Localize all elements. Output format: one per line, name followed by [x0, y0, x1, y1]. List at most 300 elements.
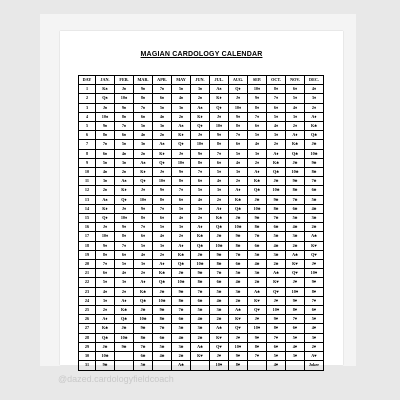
card-cell: 2♣ [305, 223, 324, 232]
card-cell: Q♣ [172, 260, 191, 269]
card-cell: 6♦ [210, 158, 229, 167]
card-cell: 8♦ [96, 250, 115, 259]
card-cell: 3♣ [286, 232, 305, 241]
card-cell: A♣ [210, 324, 229, 333]
card-cell: 5♦ [96, 278, 115, 287]
card-cell: A♦ [191, 223, 210, 232]
day-cell: 11 [79, 177, 96, 186]
card-cell: Q♦ [134, 177, 153, 186]
card-cell: J♦ [210, 112, 229, 121]
card-cell: 2♦ [229, 177, 248, 186]
card-cell: Q♥ [210, 342, 229, 351]
card-cell [191, 361, 210, 370]
document-title: MAGIAN CARDOLOGY CALENDAR [140, 51, 263, 58]
card-cell: 8♣ [305, 168, 324, 177]
card-cell: 7♦ [172, 186, 191, 195]
card-cell: 2♦ [96, 306, 115, 315]
card-cell: 5♣ [153, 342, 172, 351]
card-cell: 6♣ [286, 204, 305, 213]
card-cell: 3♠ [96, 177, 115, 186]
card-cell: 3♣ [248, 269, 267, 278]
card-cell: 7♠ [153, 85, 172, 94]
card-cell: 6♦ [96, 269, 115, 278]
card-cell: J♠ [115, 85, 134, 94]
table-row [79, 315, 324, 324]
card-cell: 9♣ [134, 324, 153, 333]
card-cell: 2♣ [191, 333, 210, 342]
card-cell: Q♣ [267, 168, 286, 177]
watermark-text: @dazed.cardologyfieldcoach [58, 374, 174, 384]
card-cell: 2♠ [115, 168, 134, 177]
card-cell: 4♦ [248, 140, 267, 149]
card-cell [153, 361, 172, 370]
card-cell: 8♦ [248, 103, 267, 112]
card-cell: K♦ [134, 168, 153, 177]
card-cell: 5♦ [210, 168, 229, 177]
column-header: MAY [172, 76, 191, 85]
card-cell: 5♦ [134, 241, 153, 250]
card-cell: 3♣ [305, 214, 324, 223]
card-cell: 3♥ [305, 333, 324, 342]
table-row [79, 306, 324, 315]
day-cell: 5 [79, 122, 96, 131]
card-cell: 3♦ [172, 223, 191, 232]
card-cell: 4♣ [305, 204, 324, 213]
day-cell: 14 [79, 204, 96, 213]
card-cell: Q♣ [305, 131, 324, 140]
card-cell: J♣ [286, 158, 305, 167]
card-cell: 5♦ [115, 260, 134, 269]
card-cell: 10♣ [267, 186, 286, 195]
card-cell [248, 361, 267, 370]
card-cell: 6♦ [286, 85, 305, 94]
table-row [79, 94, 324, 103]
card-cell: 10♦ [229, 103, 248, 112]
day-cell: 7 [79, 140, 96, 149]
card-cell: 4♥ [286, 342, 305, 351]
day-cell: 8 [79, 149, 96, 158]
card-cell: K♣ [134, 287, 153, 296]
card-cell [115, 352, 134, 361]
card-cell: 9♣ [248, 214, 267, 223]
table-row [79, 195, 324, 204]
card-cell: 9♦ [248, 94, 267, 103]
card-cell: 5♠ [153, 103, 172, 112]
table-row [79, 140, 324, 149]
table-row [79, 296, 324, 305]
card-cell: 4♦ [172, 214, 191, 223]
card-cell: 2♠ [172, 112, 191, 121]
card-cell: 7♣ [153, 324, 172, 333]
card-cell: 6♣ [191, 296, 210, 305]
card-cell: 10♣ [153, 296, 172, 305]
card-cell: 3♦ [248, 149, 267, 158]
card-cell: 7♣ [286, 195, 305, 204]
card-cell: 7♣ [229, 250, 248, 259]
card-cell: 8♦ [191, 158, 210, 167]
card-cell: 6♣ [248, 241, 267, 250]
card-cell: 4♦ [134, 250, 153, 259]
card-cell: Q♣ [248, 186, 267, 195]
card-cell: 8♠ [134, 94, 153, 103]
day-cell: 3 [79, 103, 96, 112]
card-cell: 6♣ [305, 186, 324, 195]
table-row [79, 103, 324, 112]
card-cell: 4♣ [248, 260, 267, 269]
card-cell: J♦ [229, 94, 248, 103]
card-cell: 10♥ [210, 361, 229, 370]
card-cell: Q♣ [191, 241, 210, 250]
card-cell: 5♦ [286, 94, 305, 103]
card-cell: 3♦ [305, 94, 324, 103]
card-cell: 2♦ [286, 122, 305, 131]
day-cell: 17 [79, 232, 96, 241]
card-cell: 8♣ [153, 315, 172, 324]
card-cell: A♦ [210, 204, 229, 213]
card-cell: K♥ [191, 352, 210, 361]
card-cell: 5♠ [134, 122, 153, 131]
card-cell: 10♥ [286, 287, 305, 296]
card-cell: Q♣ [210, 223, 229, 232]
card-cell: 9♦ [96, 241, 115, 250]
card-cell: A♠ [210, 85, 229, 94]
card-cell: Q♦ [153, 158, 172, 167]
card-cell: 10♣ [134, 315, 153, 324]
card-cell: 4♣ [210, 296, 229, 305]
card-cell: Q♣ [286, 149, 305, 158]
card-cell: 7♣ [191, 287, 210, 296]
card-cell: 5♣ [305, 195, 324, 204]
card-cell: 3♣ [267, 250, 286, 259]
table-row [79, 131, 324, 140]
card-cell: 9♥ [229, 352, 248, 361]
card-cell: A♣ [267, 269, 286, 278]
card-cell: A♠ [134, 158, 153, 167]
day-cell: 16 [79, 223, 96, 232]
card-cell: 5♣ [172, 324, 191, 333]
card-cell: Q♦ [115, 195, 134, 204]
column-header: APR. [153, 76, 172, 85]
card-cell: 10♦ [153, 177, 172, 186]
card-cell: A♠ [115, 177, 134, 186]
card-cell: 3♣ [191, 324, 210, 333]
day-cell: 9 [79, 158, 96, 167]
card-cell: 6♦ [229, 140, 248, 149]
card-cell: 9♦ [134, 204, 153, 213]
card-cell: 9♠ [96, 122, 115, 131]
card-cell: J♥ [229, 333, 248, 342]
card-cell: 6♦ [172, 195, 191, 204]
card-cell: 6♦ [115, 250, 134, 259]
day-cell: 10 [79, 168, 96, 177]
card-cell: 8♥ [248, 342, 267, 351]
card-cell: 10♦ [96, 232, 115, 241]
card-cell: 5♣ [286, 214, 305, 223]
card-cell: 9♣ [210, 250, 229, 259]
card-cell: 8♣ [172, 296, 191, 305]
card-cell: 9♣ [286, 177, 305, 186]
card-cell: K♦ [153, 149, 172, 158]
card-cell: 10♣ [229, 223, 248, 232]
card-cell: Q♥ [248, 306, 267, 315]
card-cell: J♣ [210, 232, 229, 241]
card-cell: A♠ [191, 103, 210, 112]
card-cell: 9♣ [267, 195, 286, 204]
card-cell: 2♦ [115, 287, 134, 296]
card-cell: 8♦ [210, 140, 229, 149]
day-cell: 2 [79, 94, 96, 103]
card-cell: 8♥ [267, 324, 286, 333]
card-cell: 9♣ [153, 306, 172, 315]
card-cell: 4♦ [96, 287, 115, 296]
card-cell: 9♣ [96, 361, 115, 370]
card-cell: 4♥ [267, 361, 286, 370]
card-cell: 4♦ [153, 232, 172, 241]
card-cell: 5♦ [153, 223, 172, 232]
table-row [79, 232, 324, 241]
card-cell: 9♦ [172, 168, 191, 177]
card-cell: 5♣ [191, 306, 210, 315]
day-cell: 4 [79, 112, 96, 121]
card-cell: J♦ [153, 168, 172, 177]
table-row [79, 149, 324, 158]
card-cell: J♣ [248, 195, 267, 204]
card-cell: K♥ [210, 333, 229, 342]
table-row [79, 223, 324, 232]
day-cell: 26 [79, 315, 96, 324]
card-cell: 6♦ [153, 214, 172, 223]
table-row [79, 269, 324, 278]
card-cell: J♣ [305, 140, 324, 149]
card-cell: 7♥ [305, 296, 324, 305]
card-cell: 9♠ [115, 103, 134, 112]
card-cell: 10♦ [210, 122, 229, 131]
card-cell: 3♣ [172, 342, 191, 351]
table-row [79, 122, 324, 131]
card-cell: 2♦ [267, 140, 286, 149]
card-cell: K♥ [305, 241, 324, 250]
card-cell: 7♣ [210, 269, 229, 278]
card-cell: A♣ [286, 250, 305, 259]
card-cell: K♣ [210, 214, 229, 223]
card-cell: 10♣ [248, 204, 267, 213]
card-cell: 3♥ [286, 352, 305, 361]
card-cell: 9♣ [172, 287, 191, 296]
card-cell: 6♥ [267, 342, 286, 351]
card-cell: 4♣ [286, 223, 305, 232]
day-cell: 27 [79, 324, 96, 333]
card-cell: K♣ [267, 158, 286, 167]
card-cell: 9♥ [286, 296, 305, 305]
card-cell: A♣ [305, 232, 324, 241]
card-cell: 5♦ [172, 204, 191, 213]
card-cell: 8♣ [191, 278, 210, 287]
card-cell: K♣ [191, 232, 210, 241]
card-cell: 3♦ [134, 260, 153, 269]
card-cell: 7♦ [115, 241, 134, 250]
card-cell: 6♠ [134, 112, 153, 121]
card-cell: 3♦ [96, 296, 115, 305]
card-cell: 6♥ [305, 306, 324, 315]
card-cell: 6♣ [134, 352, 153, 361]
card-cell: A♣ [172, 361, 191, 370]
card-cell: 3♦ [191, 204, 210, 213]
table-row [79, 241, 324, 250]
card-cell: 10♦ [115, 214, 134, 223]
header-row [79, 76, 324, 85]
card-cell: 9♥ [305, 278, 324, 287]
card-cell: 3♦ [286, 112, 305, 121]
column-header: FEB. [115, 76, 134, 85]
card-cell: 10♦ [248, 85, 267, 94]
card-cell: 5♥ [267, 352, 286, 361]
card-cell: A♦ [153, 260, 172, 269]
card-cell: Joker [305, 361, 324, 370]
day-cell: 6 [79, 131, 96, 140]
card-cell: 10♥ [229, 342, 248, 351]
card-cell: J♣ [267, 177, 286, 186]
card-cell: 7♠ [134, 103, 153, 112]
card-cell: 6♠ [115, 131, 134, 140]
card-cell: 8♦ [134, 214, 153, 223]
card-cell: 4♦ [115, 269, 134, 278]
card-cell: 6♥ [286, 324, 305, 333]
card-cell: 10♦ [134, 195, 153, 204]
card-cell: A♦ [286, 131, 305, 140]
card-cell: Q♥ [305, 250, 324, 259]
card-cell: 8♦ [115, 232, 134, 241]
card-cell: 5♦ [191, 186, 210, 195]
card-cell: J♦ [191, 131, 210, 140]
day-cell: 18 [79, 241, 96, 250]
card-cell: 4♦ [267, 122, 286, 131]
card-cell: J♥ [267, 296, 286, 305]
card-cell: 5♣ [134, 361, 153, 370]
card-cell: Q♦ [210, 103, 229, 112]
card-cell: 8♣ [267, 204, 286, 213]
card-cell: 2♦ [153, 250, 172, 259]
card-cell: 3♠ [172, 103, 191, 112]
card-cell: 3♦ [267, 131, 286, 140]
card-cell: 7♦ [96, 260, 115, 269]
card-cell: 2♦ [248, 158, 267, 167]
card-cell: 2♠ [134, 149, 153, 158]
card-cell: K♥ [248, 296, 267, 305]
day-cell: 13 [79, 195, 96, 204]
card-cell: 7♦ [267, 94, 286, 103]
card-cell: 3♦ [210, 186, 229, 195]
card-cell: 7♦ [229, 131, 248, 140]
card-cell: K♣ [286, 140, 305, 149]
card-cell: J♥ [305, 260, 324, 269]
card-cell: Q♣ [229, 204, 248, 213]
card-cell: 4♣ [191, 315, 210, 324]
table-row [79, 250, 324, 259]
card-cell: 9♣ [191, 269, 210, 278]
card-cell: 6♣ [210, 278, 229, 287]
card-cell: 5♥ [305, 315, 324, 324]
card-cell: A♦ [267, 149, 286, 158]
day-cell: 1 [79, 85, 96, 94]
card-cell: 3♠ [191, 85, 210, 94]
table-row [79, 260, 324, 269]
card-cell: 7♠ [115, 122, 134, 131]
table-body [79, 85, 324, 370]
day-cell: 22 [79, 278, 96, 287]
day-cell: 31 [79, 361, 96, 370]
table-row [79, 158, 324, 167]
card-cell: A♠ [96, 195, 115, 204]
card-cell: 3♠ [153, 122, 172, 131]
card-cell: 8♣ [286, 186, 305, 195]
card-cell: Q♦ [191, 122, 210, 131]
calendar-sheet [60, 31, 343, 368]
card-cell: 2♦ [172, 232, 191, 241]
card-cell: J♣ [172, 269, 191, 278]
column-header: JAN. [96, 76, 115, 85]
card-cell: 8♥ [229, 361, 248, 370]
card-cell: 9♦ [210, 131, 229, 140]
card-cell: 6♣ [172, 315, 191, 324]
card-cell: Q♦ [229, 85, 248, 94]
card-cell: 7♣ [248, 232, 267, 241]
card-cell: 7♦ [191, 168, 210, 177]
column-header: OCT. [267, 76, 286, 85]
card-cell: 5♣ [229, 269, 248, 278]
card-cell: J♠ [96, 103, 115, 112]
card-cell: J♥ [210, 352, 229, 361]
card-cell: 8♦ [229, 122, 248, 131]
card-cell: 2♣ [210, 315, 229, 324]
card-cell: 2♣ [286, 241, 305, 250]
card-cell: 2♦ [210, 195, 229, 204]
column-header: NOV. [286, 76, 305, 85]
card-cell: 7♦ [210, 149, 229, 158]
card-cell: 10♣ [96, 352, 115, 361]
card-cell: 5♦ [267, 112, 286, 121]
card-cell: 10♣ [115, 333, 134, 342]
card-cell: 9♠ [134, 85, 153, 94]
day-cell: 30 [79, 352, 96, 361]
card-cell: A♦ [305, 112, 324, 121]
card-cell: 4♥ [305, 324, 324, 333]
card-cell: A♦ [134, 278, 153, 287]
card-cell: 4♦ [191, 195, 210, 204]
card-cell: 3♣ [210, 306, 229, 315]
card-cell: A♣ [229, 306, 248, 315]
card-cell: 5♦ [229, 149, 248, 158]
column-header: MAR. [134, 76, 153, 85]
card-cell: 8♣ [210, 260, 229, 269]
card-cell: J♣ [96, 342, 115, 351]
card-cell: 4♣ [172, 333, 191, 342]
card-cell: 9♦ [115, 223, 134, 232]
day-cell: 25 [79, 306, 96, 315]
card-cell: 4♠ [172, 94, 191, 103]
card-cell: A♦ [115, 296, 134, 305]
day-cell: 19 [79, 250, 96, 259]
card-cell: 4♣ [153, 352, 172, 361]
card-cell: K♣ [96, 324, 115, 333]
card-cell: J♣ [134, 306, 153, 315]
card-cell: K♦ [191, 112, 210, 121]
card-cell: K♣ [248, 177, 267, 186]
card-cell: Q♥ [229, 324, 248, 333]
card-cell: K♦ [96, 204, 115, 213]
card-cell: 10♦ [191, 140, 210, 149]
calendar-table [78, 75, 324, 371]
card-cell: A♦ [96, 315, 115, 324]
